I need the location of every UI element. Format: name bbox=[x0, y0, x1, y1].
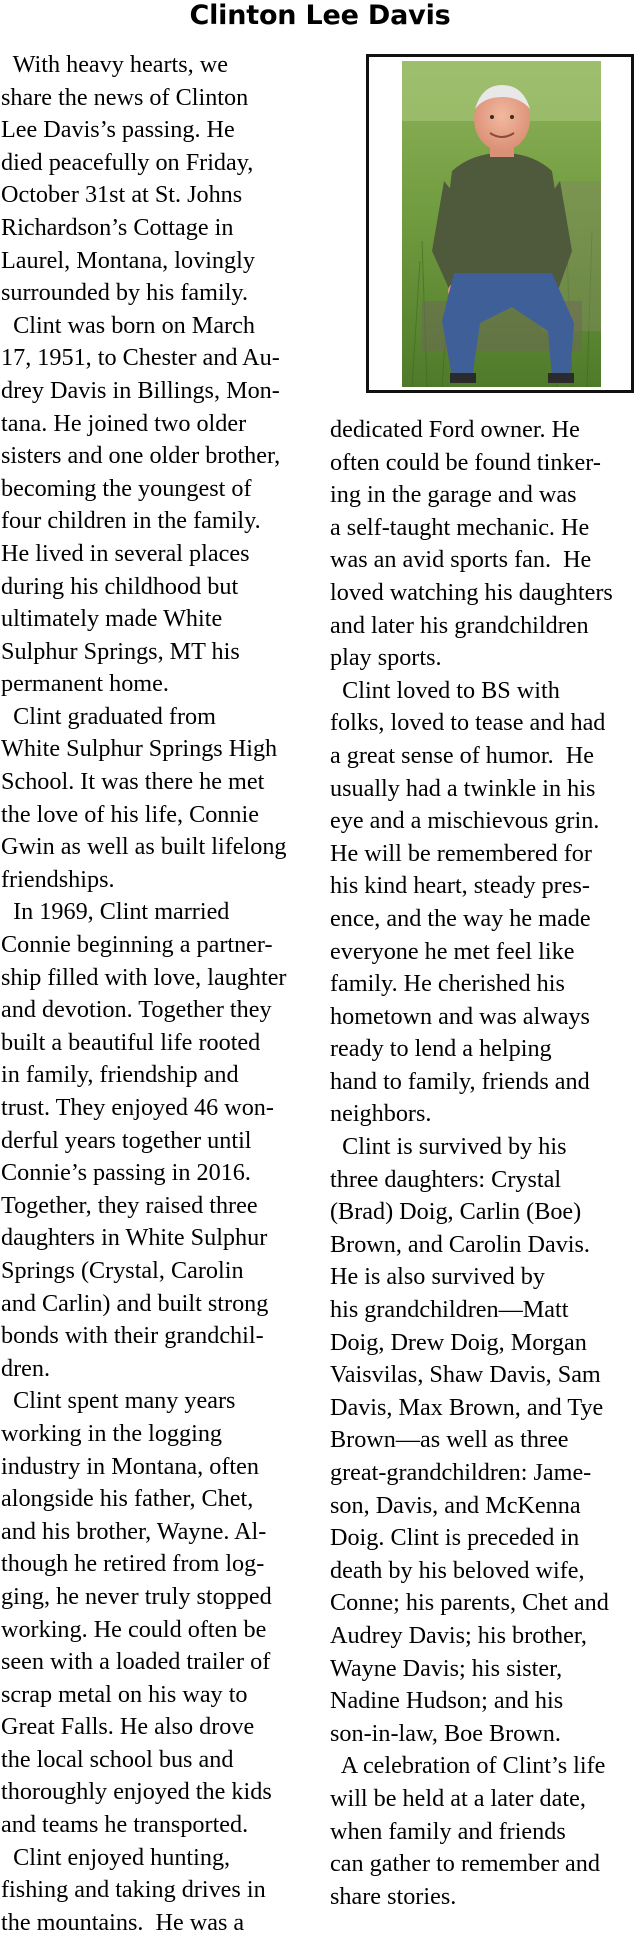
text-line: Great Falls. He also drove bbox=[1, 1713, 255, 1741]
text-line: He lived in several places bbox=[1, 539, 250, 567]
text-line: Gwin as well as built lifelong bbox=[1, 833, 287, 861]
text-line: October 31st at St. Johns bbox=[1, 181, 243, 209]
text-line: a great sense of humor. He bbox=[330, 741, 594, 769]
text-line: often could be found tinker- bbox=[330, 448, 601, 476]
text-line: drey Davis in Billings, Mon- bbox=[1, 376, 280, 404]
text-line: dren. bbox=[1, 1354, 51, 1382]
text-line: when family and friends bbox=[330, 1817, 566, 1845]
text-line: Springs (Crystal, Carolin bbox=[1, 1256, 244, 1284]
text-line: can gather to remember and bbox=[330, 1850, 600, 1878]
text-line: four children in the family. bbox=[1, 507, 261, 535]
text-line: Richardson’s Cottage in bbox=[1, 213, 234, 241]
portrait-photo-icon bbox=[402, 61, 601, 387]
text-line: Audrey Davis; his brother, bbox=[330, 1621, 587, 1649]
text-line: working. He could often be bbox=[1, 1615, 267, 1643]
obituary-title: Clinton Lee Davis bbox=[189, 0, 451, 31]
text-line: thoroughly enjoyed the kids bbox=[1, 1778, 272, 1806]
text-line: ultimately made White bbox=[1, 605, 223, 633]
text-line: Sulphur Springs, MT his bbox=[1, 637, 240, 665]
text-line: ship filled with love, laughter bbox=[1, 963, 287, 991]
text-line: scrap metal on his way to bbox=[1, 1680, 248, 1708]
text-line: sisters and one older brother, bbox=[1, 442, 281, 470]
text-line: Doig. Clint is preceded in bbox=[330, 1524, 580, 1552]
text-line: Laurel, Montana, lovingly bbox=[1, 246, 255, 274]
text-line: in family, friendship and bbox=[1, 1061, 239, 1089]
text-line: bonds with their grandchil- bbox=[1, 1322, 264, 1350]
text-line: and later his grandchildren bbox=[330, 611, 589, 639]
text-line: Wayne Davis; his sister, bbox=[330, 1654, 563, 1682]
text-line: School. It was there he met bbox=[1, 768, 265, 796]
text-line: becoming the youngest of bbox=[1, 474, 252, 502]
text-line: trust. They enjoyed 46 won- bbox=[1, 1094, 274, 1121]
text-line: play sports. bbox=[330, 644, 442, 672]
text-line: friendships. bbox=[1, 865, 115, 893]
text-line: Connie beginning a partner- bbox=[1, 931, 273, 959]
text-line: eye and a mischievous grin. bbox=[330, 807, 600, 835]
right-text-column bbox=[330, 414, 640, 1913]
text-line: the mountains. He was a bbox=[1, 1908, 245, 1936]
text-line: folks, loved to tease and had bbox=[330, 709, 606, 737]
text-line: Lee Davis’s passing. He bbox=[1, 116, 235, 144]
text-line: share the news of Clinton bbox=[1, 83, 249, 111]
text-line: neighbors. bbox=[330, 1100, 432, 1128]
text-line: and his brother, Wayne. Al- bbox=[1, 1517, 267, 1545]
text-line: He will be remembered for bbox=[330, 839, 592, 867]
text-line: Conne; his parents, Chet and bbox=[330, 1589, 609, 1617]
text-line: the love of his life, Connie bbox=[1, 800, 259, 828]
text-line: ging, he never truly stopped bbox=[1, 1582, 272, 1610]
portrait-photo bbox=[366, 54, 634, 393]
text-line: death by his beloved wife, bbox=[330, 1556, 585, 1584]
text-line: great-grandchildren: Jame- bbox=[330, 1459, 592, 1486]
text-line: Together, they raised three bbox=[1, 1191, 258, 1219]
text-line: In 1969, Clint married bbox=[1, 898, 230, 926]
text-line: With heavy hearts, we bbox=[1, 51, 228, 78]
text-line: Vaisvilas, Shaw Davis, Sam bbox=[330, 1361, 601, 1389]
text-line: his kind heart, steady pres- bbox=[330, 872, 590, 900]
text-line: though he retired from log- bbox=[1, 1550, 265, 1578]
text-line: ready to lend a helping bbox=[330, 1035, 552, 1063]
text-line: will be held at a later date, bbox=[330, 1784, 586, 1812]
text-line: fishing and taking drives in bbox=[1, 1876, 266, 1904]
text-line: 17, 1951, to Chester and Au- bbox=[1, 344, 280, 372]
text-line: White Sulphur Springs High bbox=[1, 735, 278, 763]
text-line: Connie’s passing in 2016. bbox=[1, 1159, 251, 1187]
text-line: dedicated Ford owner. He bbox=[330, 416, 580, 443]
text-line: during his childhood but bbox=[1, 572, 239, 600]
text-line: surrounded by his family. bbox=[1, 279, 248, 307]
text-line: usually had a twinkle in his bbox=[330, 774, 596, 802]
text-line: the local school bus and bbox=[1, 1745, 234, 1773]
text-line: ing in the garage and was bbox=[330, 481, 577, 509]
text-line: a self-taught mechanic. He bbox=[330, 513, 590, 541]
text-line: Doig, Drew Doig, Morgan bbox=[330, 1328, 587, 1356]
text-line: loved watching his daughters bbox=[330, 578, 613, 606]
text-line: ence, and the way he made bbox=[330, 904, 591, 932]
text-line: alongside his father, Chet, bbox=[1, 1485, 254, 1513]
text-line: Nadine Hudson; and his bbox=[330, 1687, 564, 1715]
text-line: his grandchildren—Matt bbox=[330, 1296, 569, 1324]
text-line: permanent home. bbox=[1, 670, 169, 698]
text-line: Clint loved to BS with bbox=[330, 676, 560, 704]
text-line: daughters in White Sulphur bbox=[1, 1224, 268, 1252]
text-line: died peacefully on Friday, bbox=[1, 148, 254, 176]
text-line: (Brad) Doig, Carlin (Boe) bbox=[330, 1198, 582, 1226]
text-line: and devotion. Together they bbox=[1, 996, 272, 1024]
text-line: family. He cherished his bbox=[330, 970, 565, 998]
text-line: Clint enjoyed hunting, bbox=[1, 1843, 231, 1871]
text-line: Clint is survived by his bbox=[330, 1133, 567, 1161]
left-text-column bbox=[1, 49, 317, 1939]
text-line: Brown, and Carolin Davis. bbox=[330, 1230, 590, 1258]
text-line: seen with a loaded trailer of bbox=[1, 1648, 271, 1676]
text-line: Clint graduated from bbox=[1, 702, 216, 730]
text-line: was an avid sports fan. He bbox=[330, 546, 592, 574]
text-line: and teams he transported. bbox=[1, 1811, 249, 1839]
text-line: Davis, Max Brown, and Tye bbox=[330, 1393, 604, 1421]
text-line: and Carlin) and built strong bbox=[1, 1289, 269, 1317]
text-line: tana. He joined two older bbox=[1, 409, 247, 437]
text-line: He is also survived by bbox=[330, 1263, 545, 1291]
text-line: share stories. bbox=[330, 1882, 457, 1910]
text-line: Clint spent many years bbox=[1, 1387, 236, 1415]
text-line: derful years together until bbox=[1, 1126, 252, 1154]
text-line: built a beautiful life rooted bbox=[1, 1028, 261, 1056]
text-line: hand to family, friends and bbox=[330, 1067, 590, 1095]
text-line: A celebration of Clint’s life bbox=[330, 1752, 606, 1780]
text-line: working in the logging bbox=[1, 1419, 223, 1447]
text-line: son, Davis, and McKenna bbox=[330, 1491, 581, 1519]
text-line: son-in-law, Boe Brown. bbox=[330, 1719, 561, 1747]
text-line: Brown—as well as three bbox=[330, 1426, 569, 1454]
text-line: Clint was born on March bbox=[1, 311, 255, 339]
text-line: industry in Montana, often bbox=[1, 1452, 259, 1480]
text-line: hometown and was always bbox=[330, 1002, 590, 1030]
text-line: everyone he met feel like bbox=[330, 937, 575, 965]
text-line: three daughters: Crystal bbox=[330, 1165, 562, 1193]
